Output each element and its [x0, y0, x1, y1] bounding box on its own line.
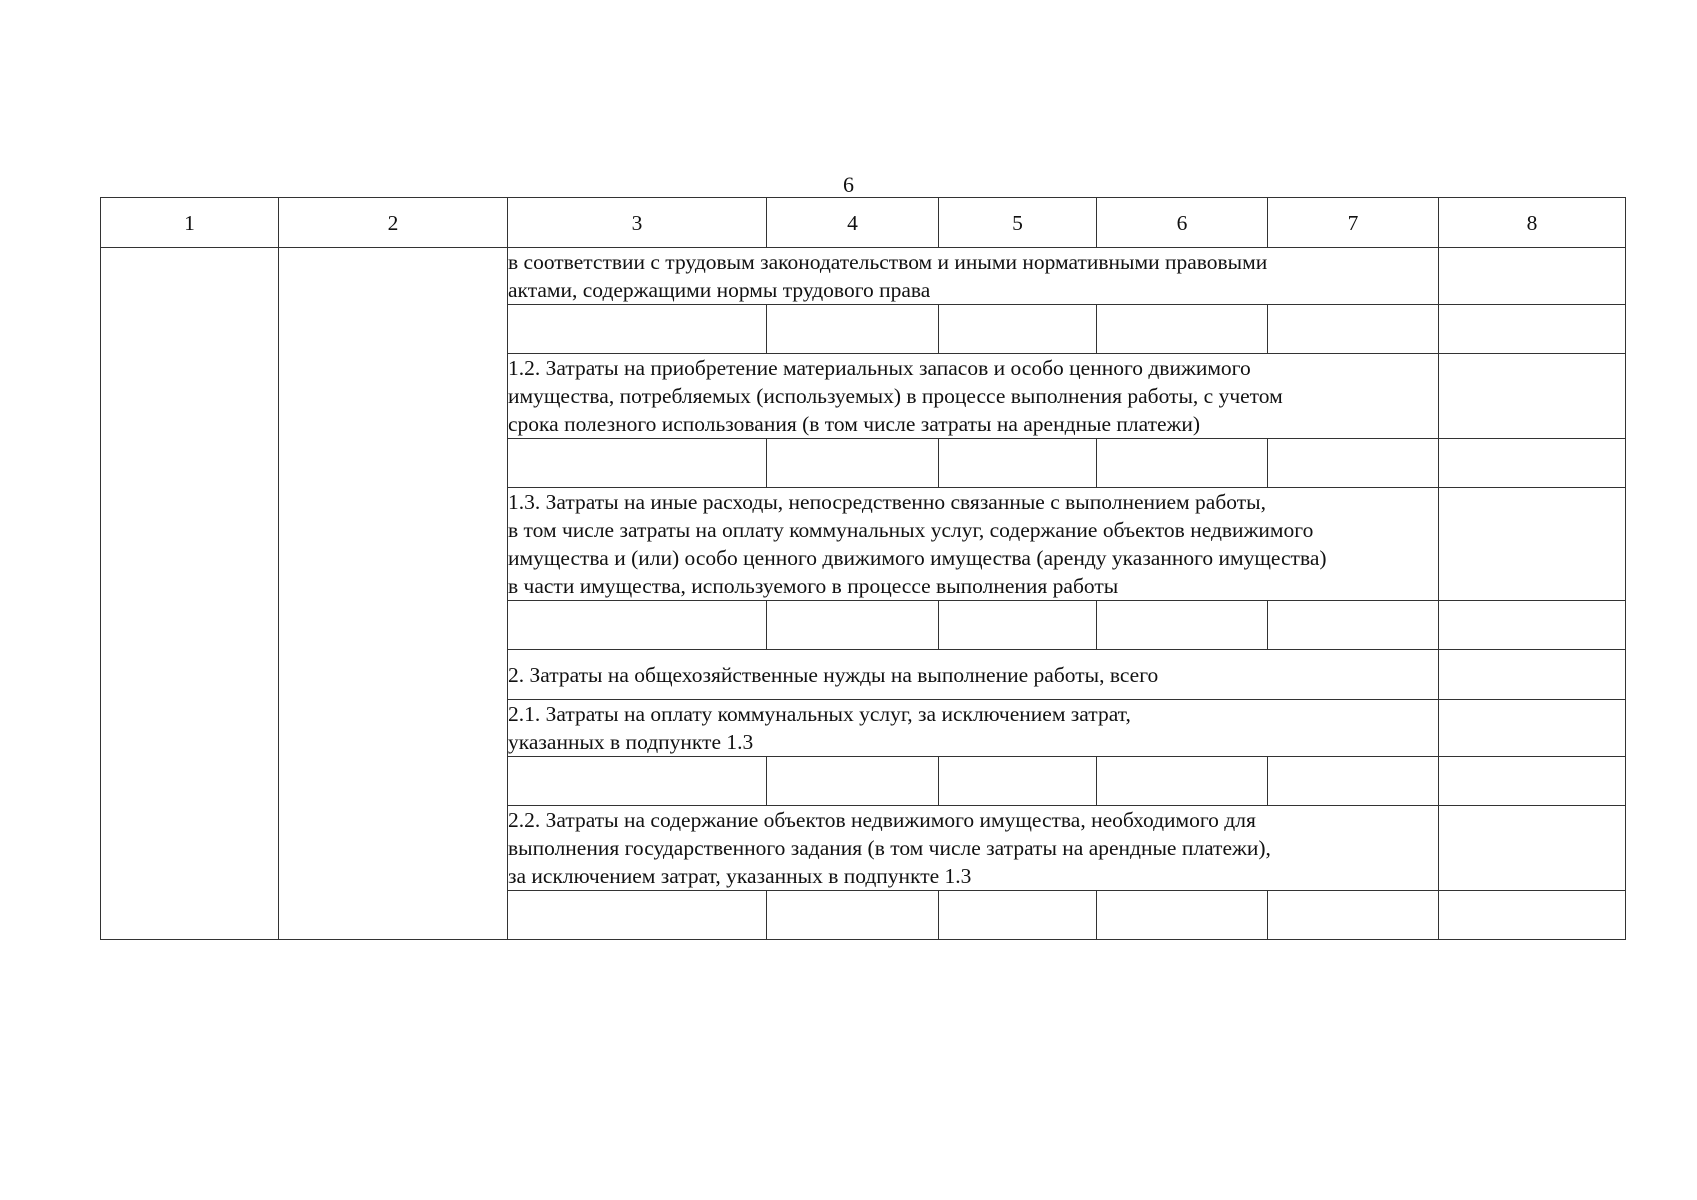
row-text-1-3 — [508, 488, 1439, 601]
table-row — [101, 248, 1626, 305]
row-text: 2.1. Затраты на оплату коммунальных услуг, за исключением затрат, указанных в подпункте 1.3 — [508, 702, 1131, 754]
page-number: 6 — [843, 172, 854, 197]
row-text-2-1 — [508, 700, 1439, 757]
row-text: 1.3. Затраты на иные расходы, непосредственно связанные с выполнением работы, в том числе затраты на оплату коммунальных услуг, содержание объектов недвижимого имущества и (или) особо ценного движимого имущества (аренду указанного имущества) в части имущества, используемого в процессе выполнения работы — [508, 490, 1327, 598]
column-8-cell — [1439, 700, 1626, 757]
row-text: 2.2. Затраты на содержание объектов недвижимого имущества, необходимого для выполнения государственного задания (в том числе затраты на арендные платежи), за исключением затрат, указанных в подпункте 1.3 — [508, 808, 1271, 888]
column-header-1: 1 — [101, 198, 279, 248]
column-8-cell — [1439, 650, 1626, 700]
row-text-2 — [508, 650, 1439, 700]
row-text-2-2 — [508, 806, 1439, 891]
column-8-cell — [1439, 806, 1626, 891]
column-header-row — [101, 198, 1626, 248]
column-header-2: 2 — [279, 198, 508, 248]
column-header-8: 8 — [1439, 198, 1626, 248]
column-header-3: 3 — [508, 198, 767, 248]
column-8-cell — [1439, 488, 1626, 601]
column-8-cell — [1439, 354, 1626, 439]
column-header-5: 5 — [939, 198, 1097, 248]
column-header-6: 6 — [1097, 198, 1268, 248]
column-1-cell — [101, 248, 279, 940]
row-text: в соответствии с трудовым законодательством и иными нормативными правовыми актами, содержащими нормы трудового права — [508, 250, 1268, 302]
column-2-cell — [279, 248, 508, 940]
column-8-cell — [1439, 248, 1626, 305]
column-header-7: 7 — [1268, 198, 1439, 248]
row-text-labor-law — [508, 248, 1439, 305]
row-text: 2. Затраты на общехозяйственные нужды на выполнение работы, всего — [508, 663, 1159, 687]
row-text: 1.2. Затраты на приобретение материальных запасов и особо ценного движимого имущества, потребляемых (используемых) в процессе выполнения работы, с учетом срока полезного использования (в том числе затраты на арендные платежи) — [508, 356, 1283, 436]
row-text-1-2 — [508, 354, 1439, 439]
cost-table — [100, 197, 1626, 940]
column-header-4: 4 — [767, 198, 939, 248]
